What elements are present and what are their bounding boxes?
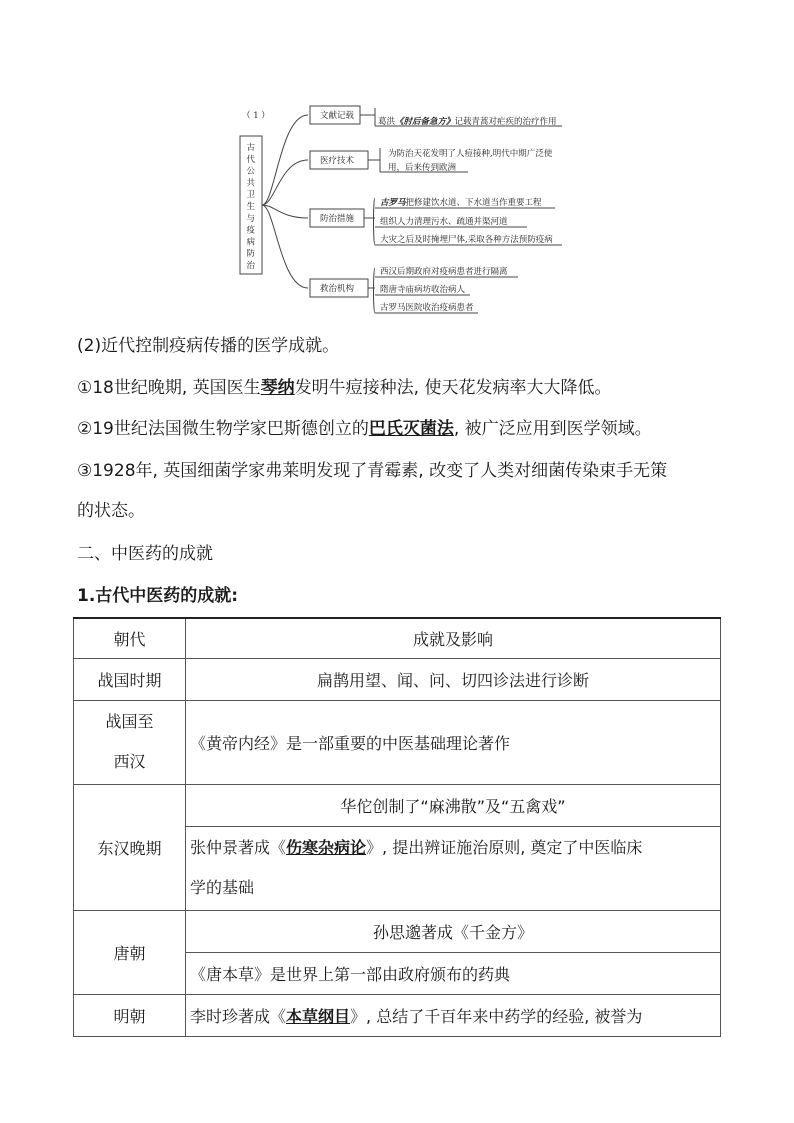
b1-item-1: 葛洪《肘后备急方》记载青蒿对疟疾的治疗作用: [378, 117, 557, 127]
header-achievement: 成就及影响: [186, 618, 721, 658]
root-char: 防: [246, 249, 256, 260]
dynasty-line-2: 西汉: [113, 752, 146, 771]
tcm-achievements-table: [73, 617, 721, 1037]
dynasty-cell: 明朝: [74, 994, 186, 1036]
table-row: [74, 994, 721, 1036]
b3-item-2: 组织人力清理污水、疏通并渠河道: [380, 217, 508, 227]
root-char: 古: [246, 143, 256, 153]
mind-map-diagram: [230, 100, 590, 320]
root-char: 代: [246, 154, 256, 165]
b4-item-3: 古罗马医院收治疫病患者: [380, 303, 474, 313]
dynasty-line-1: 战国至: [105, 712, 154, 731]
root-char: 病: [246, 237, 256, 248]
branch-title-4: 救治机构: [320, 284, 355, 294]
b2-item-2: 用，后来传到欧洲: [388, 163, 457, 173]
root-char: 疫: [246, 225, 256, 236]
root-char: 与: [246, 213, 256, 224]
connector-3: [262, 205, 308, 218]
b4-item-2: 隋唐寺庙病坊收治病人: [380, 285, 466, 295]
paragraph-jenner: ①18世纪晚期, 英国医生琴纳发明牛痘接种法, 使天花发病率大大降低。: [77, 378, 612, 398]
table-row: [74, 700, 721, 784]
achievement-line-2: 学的基础: [190, 878, 255, 897]
dynasty-cell: 东汉晚期: [74, 784, 186, 910]
b3-item-1: 古罗马把修建饮水道、下水道当作重要工程: [380, 198, 542, 208]
root-char: 生: [246, 202, 256, 212]
achievement-cell: 《唐本草》是世界上第一部由政府颁布的药典: [186, 952, 721, 994]
branch-title-3: 防治措施: [320, 214, 355, 224]
achievement-cell: 孙思邈著成《千金方》: [186, 910, 721, 952]
paragraph-pasteur: ②19世纪法国微生物学家巴斯德创立的巴氏灭菌法, 被广泛应用到医学领域。: [77, 419, 652, 439]
section-heading-modern: (2)近代控制疫病传播的医学成就。: [77, 336, 340, 356]
dynasty-cell: 战国时期: [74, 658, 186, 700]
table-row: [74, 658, 721, 700]
table-heading: 1.古代中医药的成就:: [77, 586, 239, 606]
connector-1: [262, 115, 308, 205]
paragraph-fleming-line1: ③1928年, 英国细菌学家弗莱明发现了青霉素, 改变了人类对细菌传染束手无策: [77, 461, 668, 481]
table-row: [74, 784, 721, 826]
b2-item-1: 为防治天花发明了人痘接种,明代中期广泛使: [388, 149, 553, 159]
branch-title-1: 文献记载: [320, 111, 355, 121]
root-char: 共: [246, 178, 256, 189]
diagram-label-number: （ 1 ）: [242, 111, 270, 121]
paragraph-fleming-line2: 的状态。: [77, 501, 145, 521]
achievement-cell: 华佗创制了“麻沸散”及“五禽戏”: [186, 784, 721, 826]
connector-2: [262, 160, 308, 205]
achievement-cell: 《黄帝内经》是一部重要的中医基础理论著作: [186, 700, 721, 784]
part-heading-tcm: 二、中医药的成就: [77, 544, 213, 564]
header-dynasty: 朝代: [74, 618, 186, 658]
achievement-cell: 李时珍著成《本草纲目》, 总结了千百年来中药学的经验, 被誉为: [186, 994, 721, 1036]
achievement-cell: [186, 826, 721, 910]
diagram-root-text: [247, 142, 256, 271]
achievement-cell: 扁鹊用望、闻、问、切四诊法进行诊断: [186, 658, 721, 700]
achievement-line-1: 张仲景著成《伤寒杂病论》, 提出辨证施治原则, 奠定了中医临床: [190, 838, 643, 857]
dynasty-cell: 唐朝: [74, 910, 186, 994]
table-header-row: [74, 618, 721, 658]
root-char: 卫: [246, 190, 256, 201]
root-char: 公: [246, 166, 256, 177]
dynasty-cell: [74, 700, 186, 784]
b3-item-3: 大灾之后及时掩埋尸体,采取各种方法预防疫病: [380, 235, 553, 245]
branch-title-2: 医疗技术: [320, 156, 355, 166]
root-char: 治: [246, 261, 256, 271]
b4-item-1: 西汉后期政府对疫病患者进行隔离: [380, 267, 508, 277]
table-row: [74, 910, 721, 952]
